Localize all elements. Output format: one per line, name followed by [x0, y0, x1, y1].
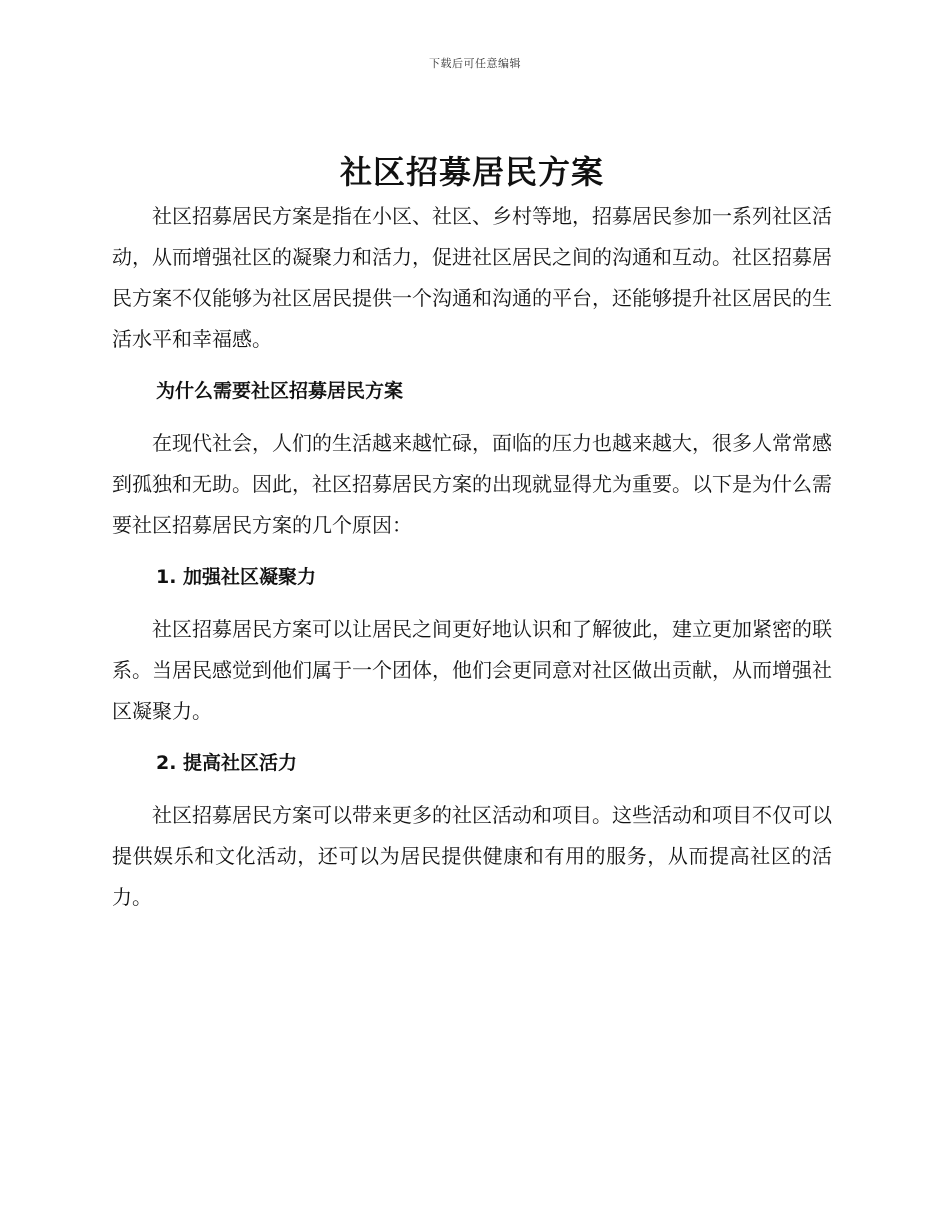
document-title: 社区招募居民方案 [339, 153, 604, 191]
header-note: 下载后可任意编辑 [429, 57, 521, 70]
section-heading-why: 为什么需要社区招募居民方案 [156, 380, 404, 402]
document-content [112, 150, 832, 929]
point-heading-cohesion: 1. 加强社区凝聚力 [156, 566, 317, 588]
point-heading-vitality: 2. 提高社区活力 [156, 752, 298, 774]
point-paragraph-cohesion: 社区招募居民方案可以让居民之间更好地认识和了解彼此，建立更加紧密的联系。当居民感觉到他们属于一个团体，他们会更同意对社区做出贡献，从而增强社区凝聚力。 [112, 617, 832, 723]
intro-paragraph: 社区招募居民方案是指在小区、社区、乡村等地，招募居民参加一系列社区活动，从而增强社区的凝聚力和活力，促进社区居民之间的沟通和互动。社区招募居民方案不仅能够为社区居民提供一个沟通和沟通的平台，还能够提升社区居民的生活水平和幸福感。 [112, 204, 832, 351]
point-paragraph-vitality: 社区招募居民方案可以带来更多的社区活动和项目。这些活动和项目不仅可以提供娱乐和文化活动，还可以为居民提供健康和有用的服务，从而提高社区的活力。 [112, 803, 832, 909]
section-paragraph-why: 在现代社会，人们的生活越来越忙碌，面临的压力也越来越大，很多人常常感到孤独和无助。因此，社区招募居民方案的出现就显得尤为重要。以下是为什么需要社区招募居民方案的几个原因： [112, 431, 832, 537]
